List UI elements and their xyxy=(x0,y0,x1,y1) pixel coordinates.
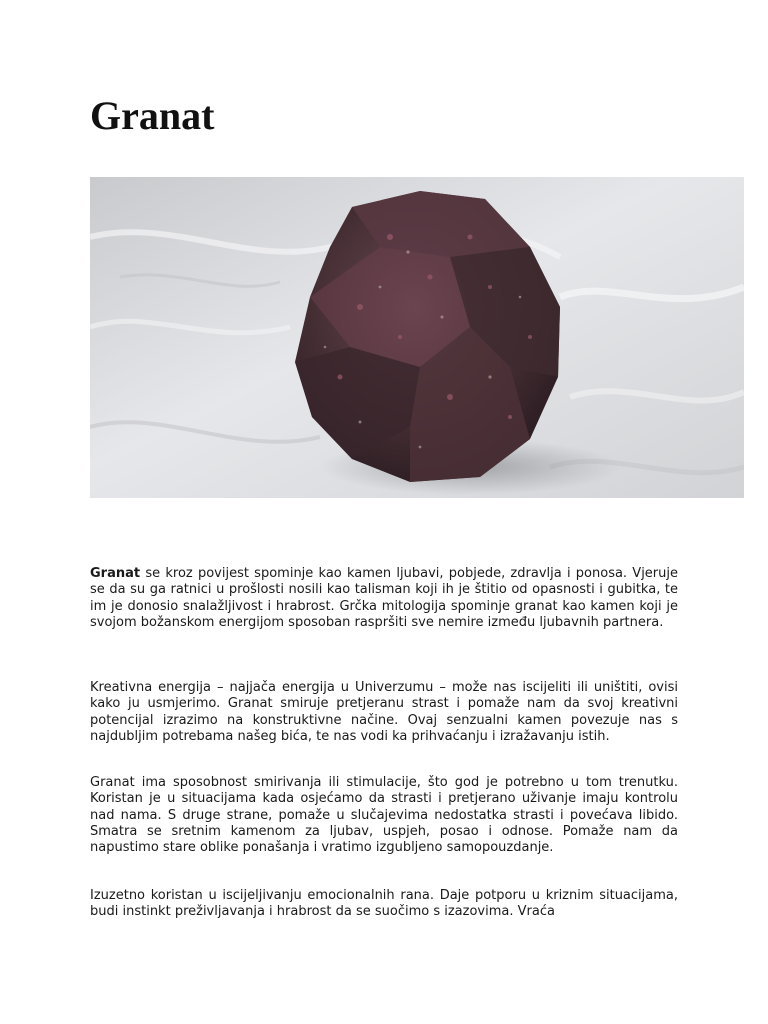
paragraph-2: Kreativna energija – najjača energija u Univerzumu – može nas iscijeliti ili uništiti, ovisi kako ju usmjerimo. Granat smiruje pretjeranu strast i pomaže nam da svoj kreativni potencijal izrazimo na konstruktivne načine. Ovaj senzualni kamen povezuje nas s najdubljim potrebama našeg bića, te nas vodi ka prihvaćanju i izražavanju istih. xyxy=(90,680,678,744)
paragraph-1-text: se kroz povijest spominje kao kamen ljubavi, pobjede, zdravlja i ponosa. Vjeruje se da su ga ratnici u prošlosti nosili kao talisman koji ih je štitio od opasnosti i gubitka, te im je donosio snalažljivost i hrabrost. Grčka mitologija spominje granat kao kamen koji je svojom božanskom energijom sposoban raspršiti sve nemire između ljubavnih partnera. xyxy=(90,566,678,630)
page-title: Granat xyxy=(90,93,215,138)
granite-stone-photo xyxy=(90,177,744,498)
paragraph-1 xyxy=(90,566,678,631)
paragraph-3: Granat ima sposobnost smirivanja ili stimulacije, što god je potrebno u tom trenutku. Koristan je u situacijama kada osjećamo da strasti i pretjerano uživanje imaju kontrolu nad nama. S druge strane, pomaže u slučajevima nedostatka strasti i povećava libido. Smatra se sretnim kamenom za ljubav, uspjeh, posao i odnose. Pomaže nam da napustimo stare oblike ponašanja i vratimo izgubljeno samopouzdanje. xyxy=(90,775,678,856)
stone-image-illustration xyxy=(90,177,744,498)
paragraph-1-lead: Granat xyxy=(90,566,141,581)
paragraph-4: Izuzetno koristan u iscijeljivanju emocionalnih rana. Daje potporu u kriznim situacijama, budi instinkt preživljavanja i hrabrost da se suočimo s izazovima. Vraća xyxy=(90,888,678,920)
